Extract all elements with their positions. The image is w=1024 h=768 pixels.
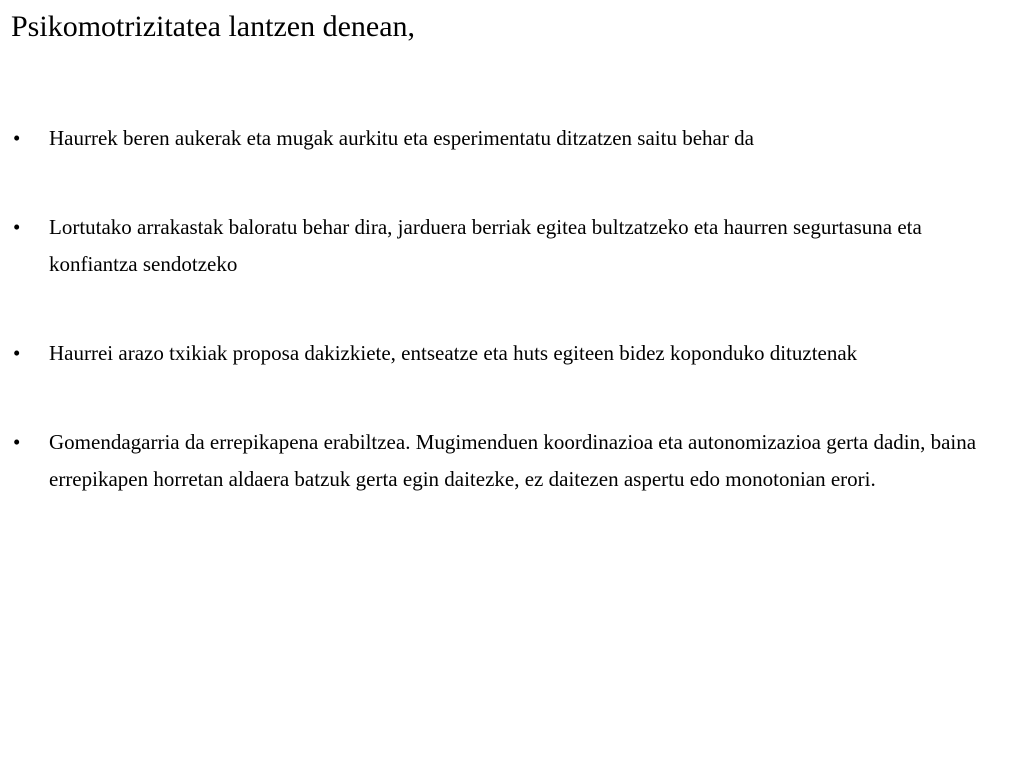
bullet-marker: • xyxy=(13,341,21,365)
bullet-item xyxy=(0,424,1010,498)
slide-title: Psikomotrizitatea lantzen denean, xyxy=(11,10,416,43)
bullet-item xyxy=(0,209,1010,283)
bullet-marker: • xyxy=(13,126,21,150)
bullet-text: Haurrek beren aukerak eta mugak aurkitu eta esperimentatu ditzatzen saitu behar da xyxy=(49,126,754,150)
bullet-item xyxy=(0,120,1010,157)
bullet-item xyxy=(0,335,1010,372)
bullet-marker: • xyxy=(13,430,21,454)
bullet-list xyxy=(0,120,1010,550)
bullet-text: Gomendagarria da errepikapena erabiltzea. Mugimenduen koordinazioa eta autonomizazioa gerta dadin, baina errepikapen horretan aldaera batzuk gerta egin daitezke, ez daitezen aspertu edo monotonian erori. xyxy=(49,430,977,491)
bullet-text: Haurrei arazo txikiak proposa dakizkiete, entseatze eta huts egiteen bidez koponduko dituztenak xyxy=(49,341,858,365)
bullet-text: Lortutako arrakastak baloratu behar dira, jarduera berriak egitea bultzatzeko eta haurren segurtasuna eta konfiantza sendotzeko xyxy=(49,215,922,276)
bullet-marker: • xyxy=(13,215,21,239)
